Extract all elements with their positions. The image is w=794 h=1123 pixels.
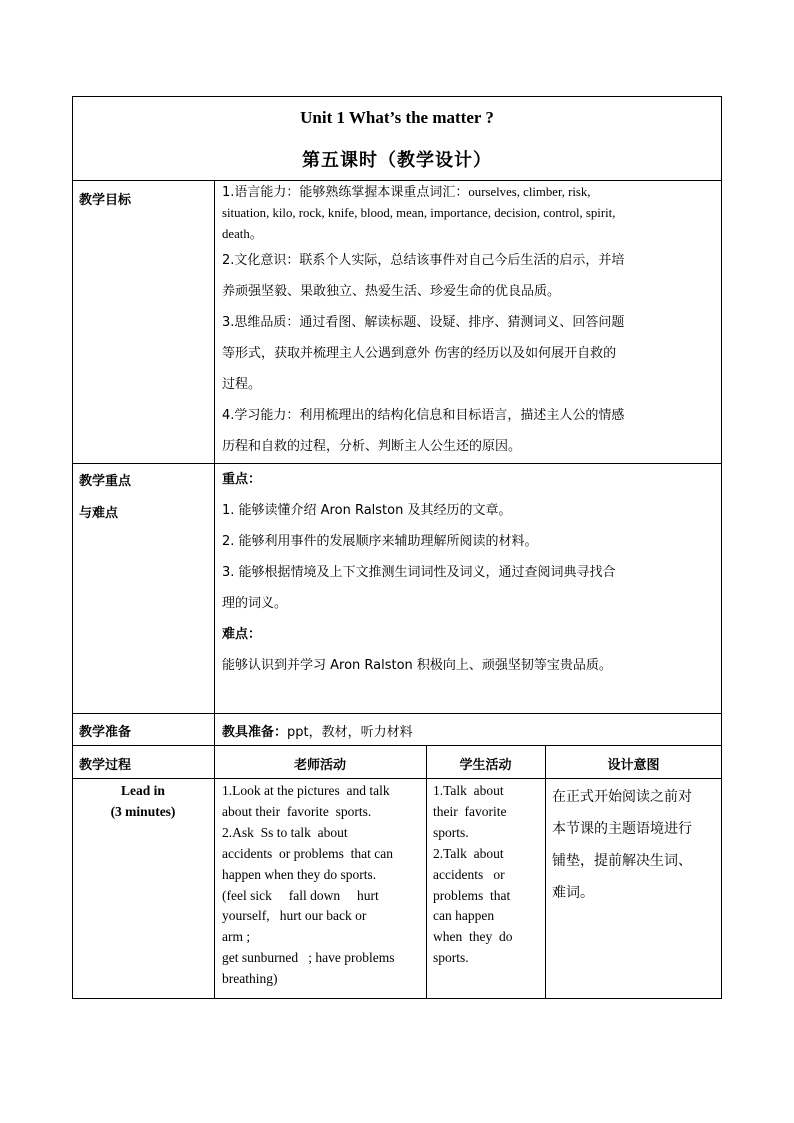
focus-item-3-line2: 理的词义。 bbox=[222, 596, 288, 611]
teacher-activity-line: (feel sick fall down hurt bbox=[222, 887, 379, 903]
teacher-activity-line: yourself, hurt our back or bbox=[222, 908, 367, 924]
design-intent-line: 难词。 bbox=[552, 885, 594, 901]
objective-language-words-c: death bbox=[222, 227, 250, 241]
preparation-content bbox=[222, 721, 413, 740]
teacher-activity-line: 1.Look at the pictures and talk bbox=[222, 783, 390, 798]
teacher-activity-header: 老师活动 bbox=[293, 758, 346, 773]
objective-thinking-line1: 3.思维品质：通过看图、解读标题、设疑、排序、猜测词义、回答问题 bbox=[222, 315, 625, 330]
design-intent-line: 在正式开始阅读之前对 bbox=[552, 789, 692, 805]
page-subtitle: 第五课时（教学设计） bbox=[302, 150, 492, 171]
page-title: Unit 1 What’s the matter ? bbox=[300, 108, 494, 127]
design-intent-line: 铺垫，提前解决生词、 bbox=[552, 853, 692, 869]
row-divider-preparation bbox=[72, 745, 722, 746]
objective-culture-line2: 养顽强坚毅、果敢独立、热爱生活、珍爱生命的优良品质。 bbox=[222, 284, 561, 299]
process-label: 教学过程 bbox=[79, 758, 132, 773]
focus-item-2: 2. 能够利用事件的发展顺序来辅助理解所阅读的材料。 bbox=[222, 534, 538, 549]
difficulty-item-1: 能够认识到并学习 Aron Ralston 积极向上、顽强坚韧等宝贵品质。 bbox=[222, 658, 612, 673]
teacher-activity-line: arm ; bbox=[222, 929, 251, 945]
student-activity-line: 1.Talk about bbox=[433, 783, 504, 798]
teacher-activity-line: accidents or problems that can bbox=[222, 845, 393, 861]
student-activity-line: sports. bbox=[433, 824, 469, 840]
focus-item-1: 1. 能够读懂介绍 Aron Ralston 及其经历的文章。 bbox=[222, 503, 512, 518]
objective-learning bbox=[222, 400, 716, 462]
objective-culture bbox=[222, 245, 716, 307]
preparation-items: ppt，教材，听力材料 bbox=[287, 725, 413, 740]
col-divider-label bbox=[214, 180, 215, 999]
preparation-prefix: 教具准备： bbox=[222, 725, 288, 740]
student-activity-line: when they do bbox=[433, 929, 513, 945]
objective-thinking bbox=[222, 307, 716, 400]
student-activity-line: problems that bbox=[433, 887, 511, 903]
stage-name: Lead in bbox=[121, 783, 165, 798]
row-divider-process-head bbox=[72, 778, 722, 779]
keypoints-label-1: 教学重点 bbox=[79, 474, 132, 489]
objective-language-prefix: 1.语言能力：能够熟练掌握本课重点词汇： bbox=[222, 185, 469, 200]
objective-language bbox=[222, 182, 716, 245]
student-activity-line: sports. bbox=[433, 950, 469, 966]
objective-thinking-line2: 等形式，获取并梳理主人公遇到意外 伤害的经历以及如何展开自救的 bbox=[222, 346, 617, 361]
teacher-activity-cell bbox=[222, 781, 422, 990]
design-intent-line: 本节课的主题语境进行 bbox=[552, 821, 692, 837]
teacher-activity-line: breathing) bbox=[222, 971, 278, 987]
focus-item-3-line1: 3. 能够根据情境及上下文推测生词词性及词义，通过查阅词典寻找合 bbox=[222, 565, 616, 580]
row-divider-keypoints bbox=[72, 713, 722, 714]
col-divider-teacher bbox=[426, 745, 427, 999]
objective-language-end: 。 bbox=[249, 227, 263, 242]
student-activity-line: 2.Talk about bbox=[433, 845, 504, 861]
design-intent-cell bbox=[552, 781, 718, 909]
teacher-activity-line: about their favorite sports. bbox=[222, 803, 372, 819]
student-activity-header: 学生活动 bbox=[459, 758, 512, 773]
teacher-activity-line: get sunburned ; have problems bbox=[222, 950, 395, 966]
student-activity-cell bbox=[433, 781, 541, 969]
keypoints-label-2: 与难点 bbox=[79, 506, 119, 521]
objective-learning-line1: 4.学习能力：利用梳理出的结构化信息和目标语言，描述主人公的情感 bbox=[222, 408, 625, 423]
objectives-label: 教学目标 bbox=[79, 193, 132, 208]
objective-thinking-line3: 过程。 bbox=[222, 377, 262, 392]
objective-culture-line1: 2.文化意识：联系个人实际，总结该事件对自己今后生活的启示，并培 bbox=[222, 253, 625, 268]
row-divider-header bbox=[72, 180, 722, 181]
objective-learning-line2: 历程和自救的过程，分析、判断主人公生还的原因。 bbox=[222, 439, 522, 454]
focus-title: 重点： bbox=[222, 472, 262, 487]
teacher-activity-line: happen when they do sports. bbox=[222, 866, 377, 882]
stage-time: (3 minutes) bbox=[110, 804, 176, 819]
col-divider-student bbox=[545, 745, 546, 999]
student-activity-line: can happen bbox=[433, 908, 495, 924]
objective-language-words-a: ourselves, climber, risk, bbox=[468, 185, 591, 199]
objective-language-words-b: situation, kilo, rock, knife, blood, mean, importance, decision, control, spirit, bbox=[222, 206, 616, 220]
keypoints-content bbox=[222, 464, 716, 681]
design-intent-header: 设计意图 bbox=[607, 758, 660, 773]
student-activity-line: accidents or bbox=[433, 866, 505, 882]
student-activity-line: their favorite bbox=[433, 803, 507, 819]
teacher-activity-line: 2.Ask Ss to talk about bbox=[222, 824, 348, 840]
difficulty-title: 难点： bbox=[222, 627, 262, 642]
preparation-label: 教学准备 bbox=[79, 725, 132, 740]
